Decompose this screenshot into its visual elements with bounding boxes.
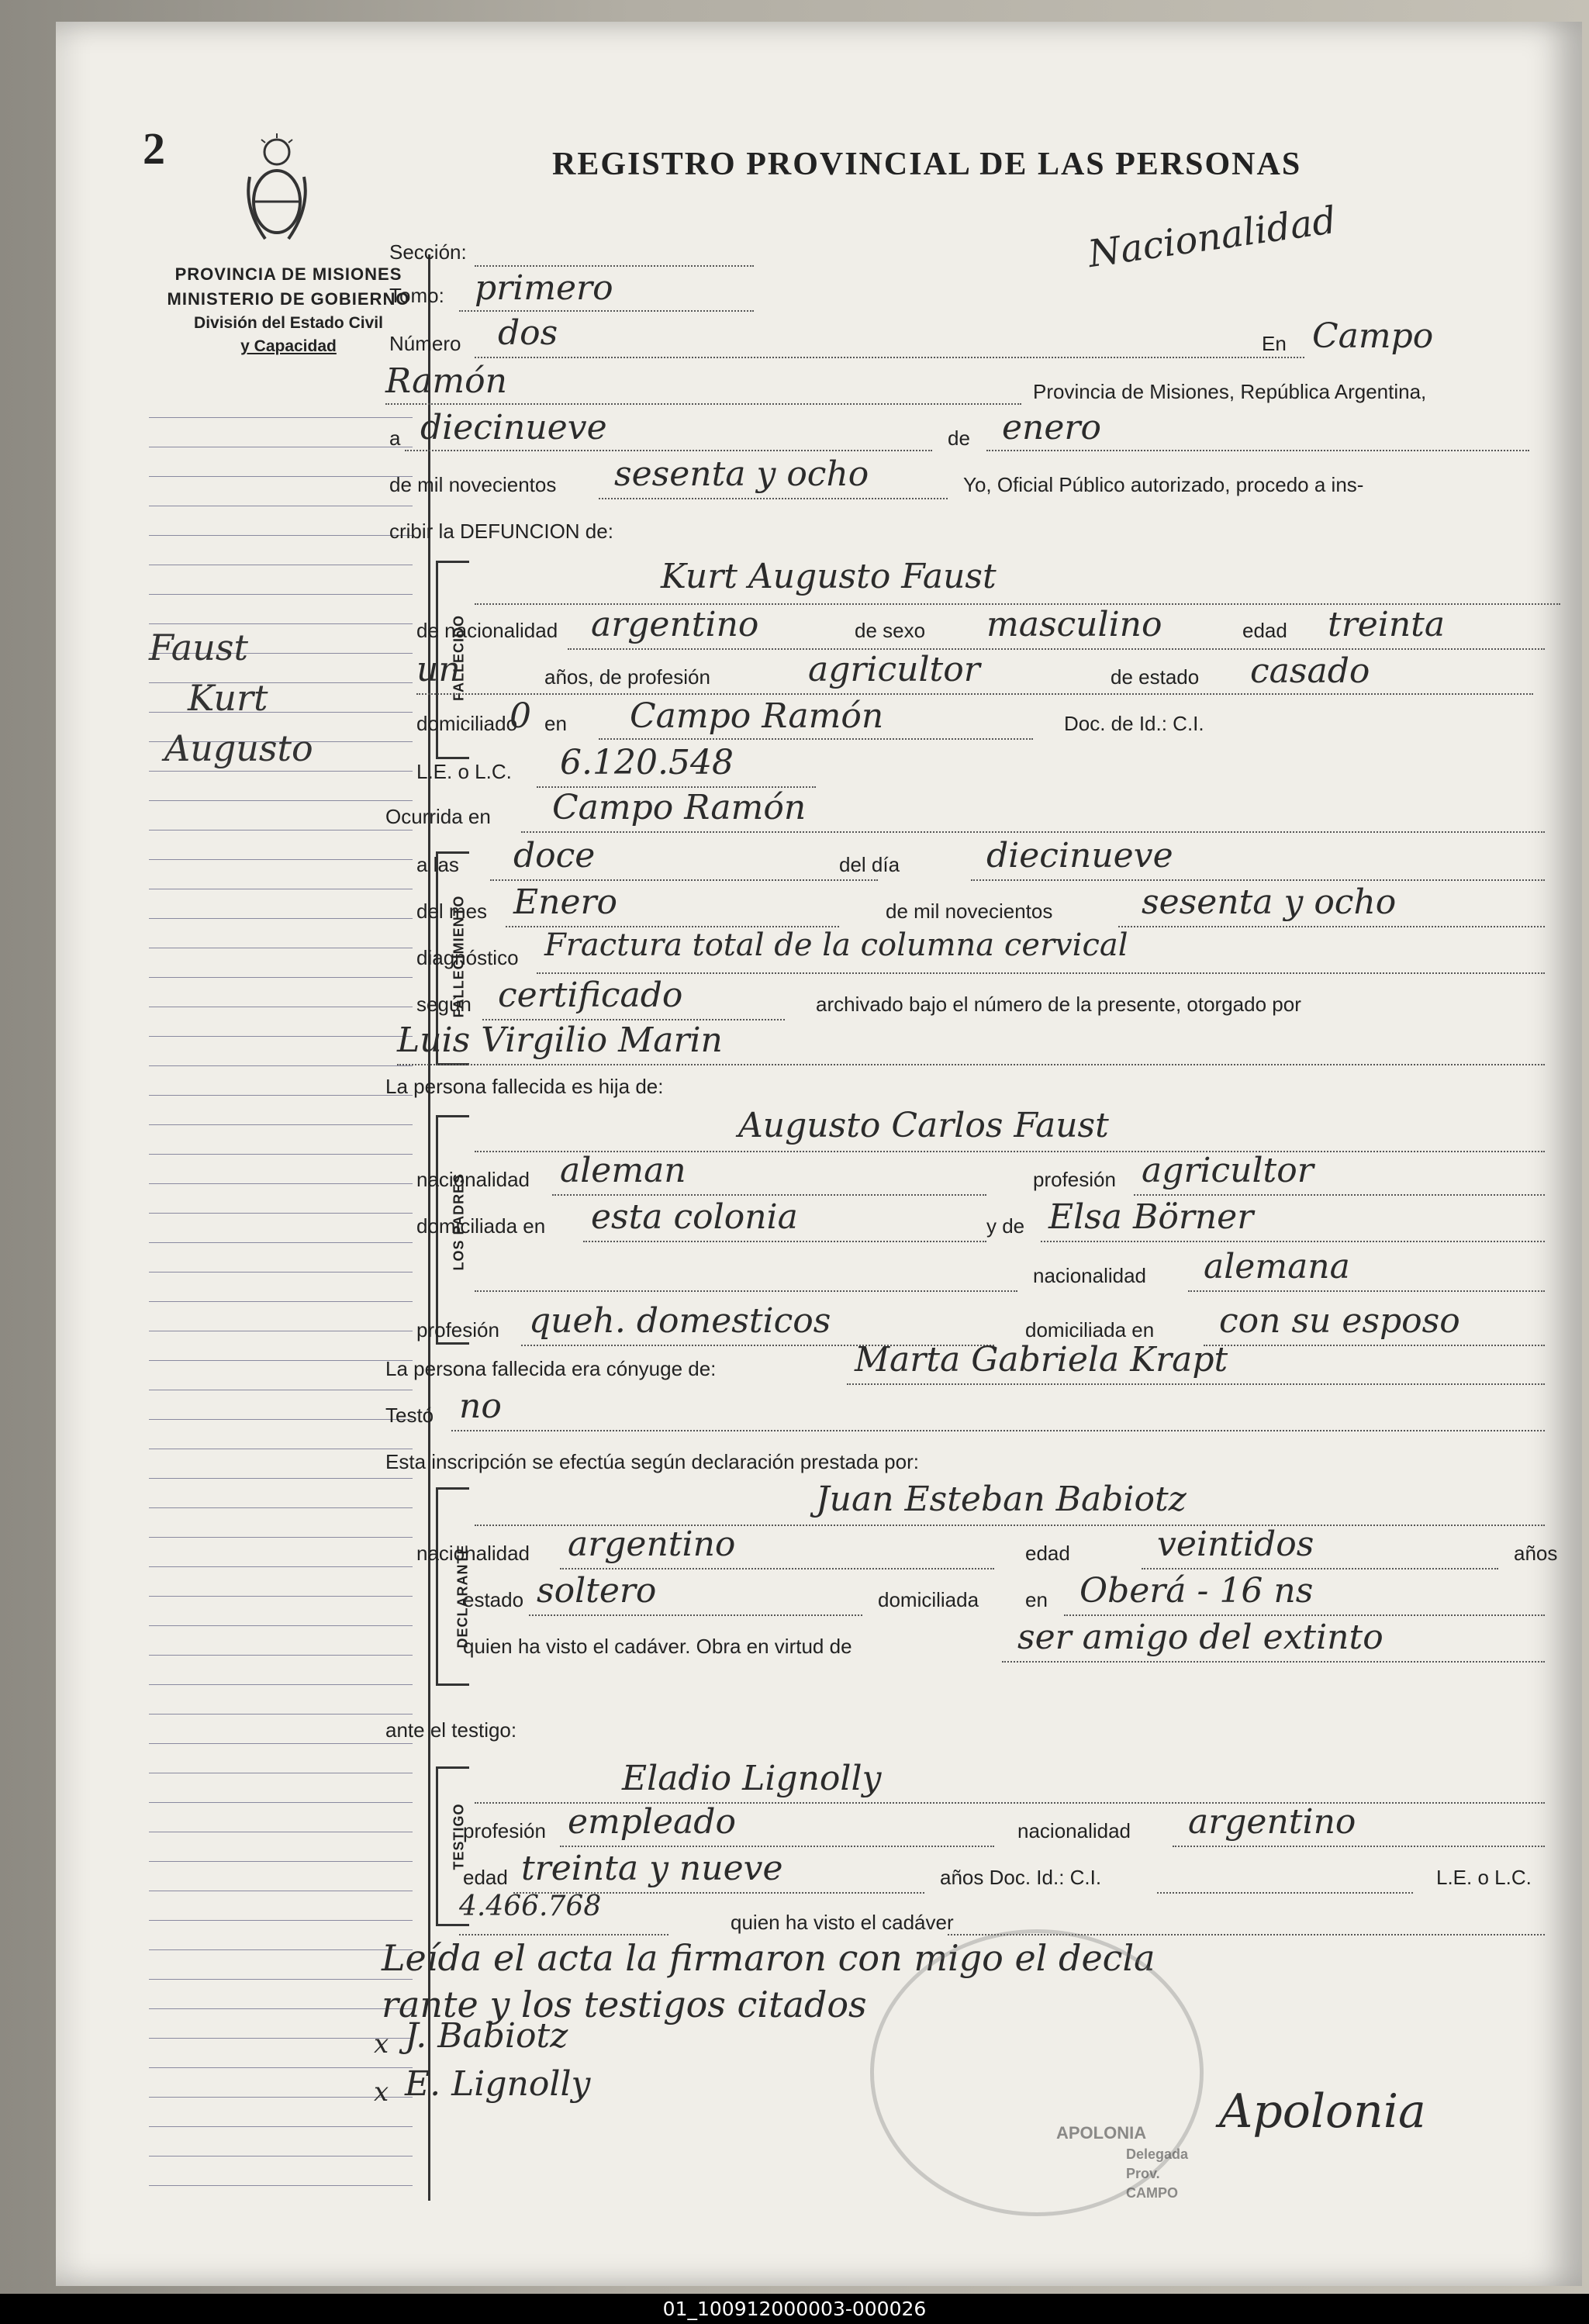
padre-prof-line [1134,1194,1545,1196]
margin-rule-line [149,1802,413,1803]
margin-rule-line [149,1124,413,1125]
margin-rule-line [149,859,413,860]
ocurrida-label: Ocurrida en [385,805,491,828]
de-label: de [948,426,970,450]
a-line [405,450,932,451]
fallecido-nacionalidad-label: de nacionalidad [416,619,558,642]
image-filename: 01_100912000003-000026 [0,2294,1589,2324]
numero-line [475,357,1304,358]
declarante-nacionalidad-label: nacionalidad [416,1542,530,1565]
profesion-value: agricultor [808,650,980,689]
madre-nac-line [1188,1290,1545,1292]
margin-middle-name: Augusto [164,727,313,769]
numero-label: Número [389,332,461,355]
declarante-virtud-value: ser amigo del extinto [1017,1618,1383,1657]
margin-first-name: Kurt [188,677,268,719]
conyuge-value: Marta Gabriela Krapt [855,1340,1228,1380]
domiciliado-o: 0 [510,696,531,736]
declarante-virtud-line [1002,1661,1545,1663]
hora-label: a las [416,853,459,876]
testigo-le-value: 4.466.768 [459,1891,602,1922]
segun-value: certificado [498,976,683,1015]
le-value: 6.120.548 [560,743,734,782]
testigo-edad-label: edad [463,1866,508,1889]
padre-profesion-label: profesión [1033,1168,1116,1191]
page-title: REGISTRO PROVINCIAL DE LAS PERSONAS [552,147,1302,182]
de-value: enero [1002,408,1101,447]
margin-rule-line [149,1861,413,1862]
sexo-value: masculino [986,605,1162,644]
declarante-estado-value: soltero [537,1571,657,1611]
dia-line [971,879,1545,881]
declarante-anos-label: años [1514,1542,1558,1565]
profesion-line [416,693,1533,695]
stamp-line-1: APOLONIA [1056,2123,1147,2143]
madre-profesion-label: profesión [416,1318,499,1342]
margin-rule-line [149,594,413,595]
closing-line-2: rante y los testigos citados [382,1984,867,2025]
madre-profesion-value: queh. domesticos [529,1301,831,1341]
testigo-name: Eladio Lignolly [622,1759,882,1798]
segun-label: según [416,993,472,1016]
margin-rule-line [149,977,413,978]
domiciliado-en-label: en [544,712,567,735]
padre-domicilio-value: esta colonia [591,1197,798,1237]
hora-value: doce [513,836,596,875]
fallecimiento-section-label: FALLECIMIENTO [451,895,467,1018]
year-label: de mil novecientos [389,473,557,496]
stamp-line-2: Delegada [1126,2146,1189,2162]
edad-value: treinta [1328,605,1446,644]
margin-rule-line [149,1301,413,1302]
declarante-edad-label: edad [1025,1542,1070,1565]
margin-rule-line [149,1183,413,1184]
margin-rule-line [149,1095,413,1096]
margin-rule-line [149,2038,413,2039]
margin-rule-line [149,417,413,418]
margin-rule-line [149,1507,413,1508]
diagnostico-value: Fractura total de la columna cervical [544,927,1128,963]
declarante-en-label: en [1025,1588,1048,1611]
signature-mark-2: x [374,2077,389,2108]
diagnostico-label: diagnóstico [416,946,519,969]
mes-value: Enero [513,882,618,922]
margin-rule-line [149,1949,413,1950]
page-number: 2 [143,123,165,174]
declarante-estado-line [529,1614,862,1616]
testo-line [451,1430,1545,1431]
estado-label: de estado [1111,665,1200,689]
madre-domicilio-value: con su esposo [1219,1301,1460,1341]
testigo-profesion-value: empleado [568,1802,736,1842]
ocurrida-line [521,831,1545,833]
le-label: L.E. o L.C. [416,760,512,783]
declarante-visto-text: quien ha visto el cadáver. Obra en virtud de [463,1635,852,1658]
madre-dom-line [1204,1345,1545,1346]
testigo-nacionalidad-label: nacionalidad [1017,1819,1131,1842]
ocurrida-value: Campo Ramón [552,788,807,827]
margin-rule-line [149,1065,413,1066]
archivado-text: archivado bajo el número de la presente, otorgado por [816,993,1301,1016]
madre-name: Elsa Börner [1048,1197,1254,1237]
madre-cont-line [475,1290,1017,1292]
testo-label: Testó [385,1404,434,1427]
declarante-domicilio-label: domiciliada [878,1588,979,1611]
office-ministry: MINISTERIO DE GOBIERNO [167,289,410,309]
margin-rule-line [149,476,413,477]
margin-rule-line [149,2067,413,2068]
margin-rule-line [149,771,413,772]
seccion-label: Sección: [389,240,467,264]
testigo-section-label: TESTIGO [451,1803,467,1870]
margin-rule-line [149,623,413,624]
coat-of-arms-icon [242,130,312,254]
testigo-le-line [459,1934,668,1936]
provincia-text: Provincia de Misiones, República Argentina, [1033,380,1427,403]
domicilio-value: Campo Ramón [630,696,884,736]
medico-value: Luis Virgilio Marin [397,1020,723,1060]
en-value: Campo [1312,316,1434,356]
padre-domicilio-label: domiciliada en [416,1214,546,1238]
year-line [599,498,948,499]
testigo-profesion-label: profesión [463,1819,546,1842]
tomo-label: Tomo: [389,284,444,307]
edad-label: edad [1242,619,1287,642]
estado-value: casado [1250,651,1370,691]
testigo-doc-line [1157,1892,1413,1894]
margin-rule-line [149,1036,413,1037]
margin-rule-line [149,535,413,536]
seccion-line [475,265,754,267]
nacionalidad-line [568,648,1545,650]
place-line [385,403,1021,405]
margin-rule-line [149,1478,413,1479]
padre-profesion-value: agricultor [1142,1151,1314,1190]
diagnostico-line [537,972,1545,974]
margin-surname: Faust [149,627,248,668]
signature-testigo: E. Lignolly [405,2064,591,2104]
domiciliado-label: domiciliado [416,712,518,735]
edad-continuation: un [416,650,461,689]
numero-value: dos [498,313,558,353]
testigo-visto-text: quien ha visto el cadáver [731,1911,954,1934]
declarante-edad-line [1142,1568,1498,1569]
padres-section-label: LOS PADRES [451,1172,467,1271]
margin-rule-line [149,800,413,801]
place-continuation: Ramón [385,361,507,401]
conyuge-label: La persona fallecida era cónyuge de: [385,1357,717,1380]
fallecido-nacionalidad-value: argentino [591,605,759,644]
margin-rule-line [149,2185,413,2186]
margin-rule-line [149,1625,413,1626]
margin-rule-line [149,1272,413,1273]
profesion-label: años, de profesión [544,665,710,689]
margin-rule-line [149,2126,413,2127]
testigo-nac-line [1173,1846,1545,1847]
margin-rule-line [149,1684,413,1685]
tomo-value: primero [475,268,613,308]
medico-line [397,1064,1545,1065]
signature-mark-1: x [374,2029,389,2060]
margin-rule-line [149,1596,413,1597]
declarante-name: Juan Esteban Babiotz [816,1480,1187,1519]
domicilio-line [599,738,1033,740]
margin-rule-line [149,1714,413,1715]
declarante-section-label: DECLARANTE [454,1544,471,1649]
hora-line [490,879,878,881]
margin-rule-line [149,1360,413,1361]
office-capacity: y Capacidad [240,337,337,355]
margin-rule-line [149,1920,413,1921]
a-value: diecinueve [420,408,607,447]
margin-rule-line [149,1655,413,1656]
register-page [56,22,1582,2286]
declarante-estado-label: estado [463,1588,524,1611]
testigo-nacionalidad-value: argentino [1188,1802,1356,1842]
mes-label: del mes [416,900,488,923]
anio-label: de mil novecientos [886,900,1053,923]
testigo-edad-value: treinta y nueve [521,1849,783,1888]
stamp-line-3: Prov. [1126,2166,1160,2181]
hija-text: La persona fallecida es hija de: [385,1075,664,1098]
fallecido-name: Kurt Augusto Faust [661,557,997,596]
madre-nacionalidad-label: nacionalidad [1033,1264,1147,1287]
tomo-line [459,310,754,312]
testo-value: no [459,1386,502,1426]
y-de-label: y de [986,1214,1025,1238]
testigo-prof-line [560,1846,994,1847]
padre-name: Augusto Carlos Faust [738,1106,1109,1145]
de-line [986,450,1529,451]
margin-rule-line [149,1537,413,1538]
office-province: PROVINCIA DE MISIONES [174,264,402,284]
anio-line [1118,926,1545,927]
padre-dom-line [583,1241,986,1242]
testigo-anos-doc-label: años Doc. Id.: C.I. [940,1866,1102,1889]
testigo-le-label: L.E. o L.C. [1436,1866,1532,1889]
margin-rule-line [149,2008,413,2009]
a-label: a [389,426,401,450]
fallecido-section-label: FALLECIDO [451,615,467,701]
declarante-intro: Esta inscripción se efectúa según declaración prestada por: [385,1450,919,1473]
declarante-nacionalidad-value: argentino [568,1525,736,1564]
year-value: sesenta y ocho [614,454,869,494]
dia-label: del día [839,853,900,876]
padre-nacionalidad-label: nacionalidad [416,1168,530,1191]
margin-rule-line [149,1242,413,1243]
stamp-line-4: CAMPO [1126,2185,1178,2201]
testigo-ante-text: ante el testigo: [385,1718,517,1742]
margin-rule-line [149,1213,413,1214]
margin-rule-line [149,2156,413,2157]
margin-rule-line [149,2097,413,2098]
cribir-text: cribir la DEFUNCION de: [389,520,613,543]
sexo-label: de sexo [855,619,926,642]
declarante-domicilio-value: Oberá - 16 ns [1079,1571,1314,1611]
padre-nacionalidad-value: aleman [560,1151,686,1190]
conyuge-line [847,1383,1545,1385]
handwritten-annotation: Nacionalidad [1085,198,1339,277]
madre-domicilio-label: domiciliada en [1025,1318,1155,1342]
margin-rule-line [149,1154,413,1155]
oficial-text: Yo, Oficial Público autorizado, procedo a ins- [963,473,1364,496]
declarante-nac-line [560,1568,994,1569]
padre-nac-line [552,1194,986,1196]
signature-declarante: J. Babiotz [405,2016,568,2056]
doc-label: Doc. de Id.: C.I. [1064,712,1204,735]
margin-rule-line [149,1419,413,1420]
margin-rule-line [149,1566,413,1567]
en-label: En [1262,332,1287,355]
anio-value: sesenta y ocho [1142,882,1397,922]
declarante-dom-line [1064,1614,1545,1616]
margin-rule-line [149,1979,413,1980]
dia-value: diecinueve [986,836,1173,875]
declarante-edad-value: veintidos [1157,1525,1314,1564]
office-division: División del Estado Civil [194,314,383,332]
madre-nacionalidad-value: alemana [1204,1247,1350,1286]
official-signature: Apolonia [1219,2084,1426,2139]
closing-line-1: Leída el acta la firmaron con migo el decla [382,1937,1155,1979]
margin-rule-line [149,1743,413,1744]
margin-rule-line [149,918,413,919]
madre-line [1041,1241,1545,1242]
